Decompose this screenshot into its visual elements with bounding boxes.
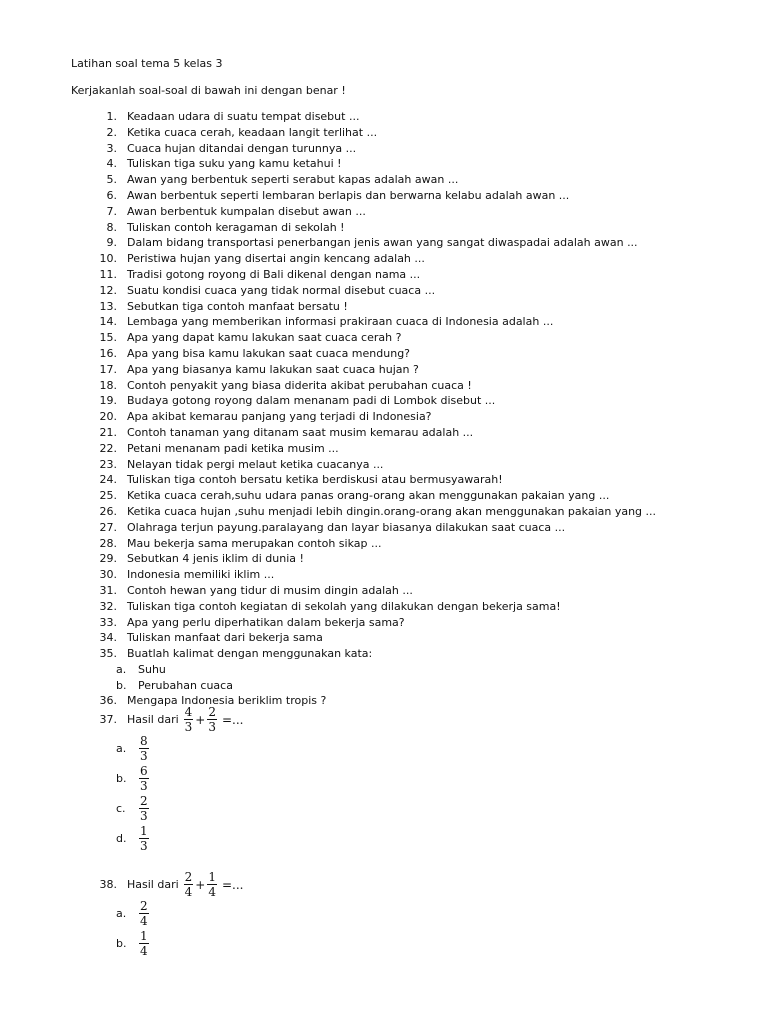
fraction-b — [207, 706, 217, 733]
question-number: 34. — [99, 631, 117, 645]
question-item — [88, 188, 656, 204]
question-item — [88, 156, 656, 172]
numerator: 2 — [140, 794, 148, 808]
answer-option — [116, 765, 150, 792]
question-text: Tuliskan tiga contoh bersatu ketika berdiskusi atau bermusyawarah! — [127, 473, 503, 487]
question-38 — [88, 871, 245, 898]
question-number: 20. — [99, 410, 117, 424]
numerator: 6 — [140, 764, 148, 778]
question-item — [88, 567, 656, 583]
answer-option — [116, 900, 150, 927]
option-letter: d. — [116, 832, 127, 845]
option-letter: a. — [116, 662, 127, 676]
question-number: 21. — [99, 425, 117, 439]
question-number: 28. — [99, 536, 117, 550]
option-text: Perubahan cuaca — [138, 678, 233, 692]
option-fraction — [139, 735, 149, 762]
denominator: 4 — [184, 885, 193, 899]
question-item — [88, 472, 656, 488]
question-item — [88, 314, 656, 330]
question-item — [88, 536, 656, 552]
question-number: 11. — [99, 267, 117, 281]
question-text: Petani menanam padi ketika musim ... — [127, 441, 339, 455]
question-item — [88, 409, 656, 425]
question-prefix: Hasil dari — [127, 713, 179, 726]
question-number: 25. — [99, 489, 117, 503]
question-item — [88, 346, 656, 362]
question-item — [88, 457, 656, 473]
answer-option — [116, 825, 150, 852]
question-number: 2. — [106, 125, 117, 139]
question-number: 5. — [106, 173, 117, 187]
question-item — [88, 393, 656, 409]
question-number: 6. — [106, 188, 117, 202]
question-text: Olahraga terjun payung.paralayang dan layar biasanya dilakukan saat cuaca ... — [127, 520, 566, 534]
fraction-a — [184, 706, 194, 733]
numerator: 8 — [140, 734, 148, 748]
answer-option — [116, 735, 150, 762]
denominator: 3 — [140, 809, 148, 823]
question-text: Apa yang biasanya kamu lakukan saat cuaca hujan ? — [127, 362, 419, 376]
question-item — [88, 488, 656, 504]
question-item — [88, 267, 656, 283]
page-title: Latihan soal tema 5 kelas 3 — [71, 57, 223, 70]
question-item — [88, 141, 656, 157]
question-text: Mengapa Indonesia beriklim tropis ? — [127, 694, 327, 708]
fraction-b — [207, 871, 217, 898]
question-item — [88, 504, 656, 520]
option-fraction — [139, 900, 149, 927]
question-number: 23. — [99, 457, 117, 471]
question-item — [88, 283, 656, 299]
fraction-a — [184, 871, 194, 898]
question-number: 35. — [99, 647, 117, 661]
question-text: Contoh tanaman yang ditanam saat musim kemarau adalah ... — [127, 425, 474, 439]
answer-option — [116, 930, 150, 957]
option-letter: b. — [116, 678, 127, 692]
question-number: 38. — [99, 878, 117, 891]
question-text: Nelayan tidak pergi melaut ketika cuacanya ... — [127, 457, 384, 471]
denominator: 3 — [208, 720, 216, 734]
question-number: 18. — [99, 378, 117, 392]
question-text: Apa yang perlu diperhatikan dalam bekerja sama? — [127, 615, 405, 629]
question-number: 32. — [99, 599, 117, 613]
instructions: Kerjakanlah soal-soal di bawah ini dengan benar ! — [71, 84, 346, 97]
question-number: 36. — [99, 694, 117, 708]
question-text: Awan berbentuk seperti lembaran berlapis dan berwarna kelabu adalah awan ... — [127, 188, 570, 202]
question-text: Ketika cuaca cerah,suhu udara panas orang-orang akan menggunakan pakaian yang ... — [127, 489, 610, 503]
question-number: 17. — [99, 362, 117, 376]
option-fraction — [139, 930, 149, 957]
question-37 — [88, 706, 245, 733]
question-item — [88, 520, 656, 536]
question-number: 29. — [99, 552, 117, 566]
question-number: 19. — [99, 394, 117, 408]
question-text: Sebutkan 4 jenis iklim di dunia ! — [127, 552, 304, 566]
numerator: 2 — [184, 870, 193, 884]
question-text: Contoh hewan yang tidur di musim dingin adalah ... — [127, 583, 413, 597]
option-letter: b. — [116, 772, 127, 785]
question-number: 10. — [99, 252, 117, 266]
question-number: 14. — [99, 315, 117, 329]
numerator: 2 — [140, 899, 148, 913]
question-text: Lembaga yang memberikan informasi prakiraan cuaca di Indonesia adalah ... — [127, 315, 554, 329]
equals-suffix: =... — [222, 877, 244, 892]
option-letter: c. — [116, 802, 126, 815]
question-item — [88, 441, 656, 457]
question-text: Apa yang dapat kamu lakukan saat cuaca cerah ? — [127, 331, 402, 345]
question-item — [88, 251, 656, 267]
operator: + — [195, 877, 206, 892]
equals-suffix: =... — [222, 712, 244, 727]
question-number: 16. — [99, 346, 117, 360]
denominator: 4 — [208, 885, 216, 899]
question-number: 3. — [106, 141, 117, 155]
question-number: 33. — [99, 615, 117, 629]
question-text: Mau bekerja sama merupakan contoh sikap ... — [127, 536, 382, 550]
question-number: 8. — [106, 220, 117, 234]
question-item — [88, 299, 656, 315]
question-number: 27. — [99, 520, 117, 534]
question-text: Indonesia memiliki iklim ... — [127, 568, 275, 582]
numerator: 1 — [208, 870, 216, 884]
question-item — [88, 646, 656, 662]
question-item — [88, 615, 656, 631]
question-number: 31. — [99, 583, 117, 597]
question-text: Tuliskan manfaat dari bekerja sama — [127, 631, 323, 645]
question-item — [88, 551, 656, 567]
question-item — [88, 172, 656, 188]
question-number: 37. — [99, 713, 117, 726]
option-fraction — [139, 765, 149, 792]
question-item — [88, 378, 656, 394]
question-text: Apa akibat kemarau panjang yang terjadi di Indonesia? — [127, 410, 432, 424]
denominator: 3 — [184, 720, 193, 734]
question-item — [88, 109, 656, 125]
sub-option — [88, 678, 656, 694]
question-number: 7. — [106, 204, 117, 218]
question-number: 30. — [99, 568, 117, 582]
question-number: 15. — [99, 331, 117, 345]
numerator: 4 — [184, 705, 193, 719]
numerator: 2 — [208, 705, 216, 719]
question-text: Contoh penyakit yang biasa diderita akibat perubahan cuaca ! — [127, 378, 472, 392]
question-text: Dalam bidang transportasi penerbangan jenis awan yang sangat diwaspadai adalah awan ... — [127, 236, 638, 250]
question-text: Buatlah kalimat dengan menggunakan kata: — [127, 647, 373, 661]
question-number: 24. — [99, 473, 117, 487]
option-letter: a. — [116, 907, 127, 920]
question-item — [88, 125, 656, 141]
question-item — [88, 204, 656, 220]
question-number: 12. — [99, 283, 117, 297]
question-text: Sebutkan tiga contoh manfaat bersatu ! — [127, 299, 348, 313]
numerator: 1 — [140, 929, 148, 943]
operator: + — [195, 712, 206, 727]
question-text: Tuliskan contoh keragaman di sekolah ! — [127, 220, 345, 234]
option-letter: a. — [116, 742, 127, 755]
question-number: 26. — [99, 504, 117, 518]
answer-option — [116, 795, 150, 822]
question-number: 22. — [99, 441, 117, 455]
question-number: 1. — [106, 110, 117, 123]
question-item — [88, 220, 656, 236]
question-text: Suatu kondisi cuaca yang tidak normal disebut cuaca ... — [127, 283, 436, 297]
question-item — [88, 362, 656, 378]
question-number: 13. — [99, 299, 117, 313]
question-text: Tuliskan tiga contoh kegiatan di sekolah yang dilakukan dengan bekerja sama! — [127, 599, 561, 613]
question-item — [88, 235, 656, 251]
question-text: Apa yang bisa kamu lakukan saat cuaca mendung? — [127, 346, 411, 360]
question-item — [88, 583, 656, 599]
question-prefix: Hasil dari — [127, 878, 179, 891]
question-item — [88, 599, 656, 615]
denominator: 3 — [140, 779, 148, 793]
question-text: Keadaan udara di suatu tempat disebut ... — [127, 110, 360, 123]
option-fraction — [139, 795, 149, 822]
option-letter: b. — [116, 937, 127, 950]
question-number: 9. — [106, 236, 117, 250]
sub-option — [88, 662, 656, 678]
option-text: Suhu — [138, 662, 166, 676]
question-item — [88, 630, 656, 646]
question-text: Awan berbentuk kumpalan disebut awan ... — [127, 204, 366, 218]
option-fraction — [139, 825, 149, 852]
question-text: Awan yang berbentuk seperti serabut kapas adalah awan ... — [127, 173, 459, 187]
denominator: 3 — [140, 839, 148, 853]
question-text: Tuliskan tiga suku yang kamu ketahui ! — [127, 157, 342, 171]
denominator: 4 — [140, 914, 148, 928]
denominator: 4 — [140, 944, 148, 958]
question-list — [88, 109, 656, 709]
numerator: 1 — [140, 824, 148, 838]
denominator: 3 — [140, 749, 148, 763]
question-text: Cuaca hujan ditandai dengan turunnya ... — [127, 141, 357, 155]
question-text: Tradisi gotong royong di Bali dikenal dengan nama ... — [127, 267, 421, 281]
question-item — [88, 330, 656, 346]
question-text: Peristiwa hujan yang disertai angin kencang adalah ... — [127, 252, 425, 266]
question-text: Budaya gotong royong dalam menanam padi di Lombok disebut ... — [127, 394, 496, 408]
question-item — [88, 425, 656, 441]
question-text: Ketika cuaca cerah, keadaan langit terlihat ... — [127, 125, 378, 139]
question-number: 4. — [106, 157, 117, 171]
question-text: Ketika cuaca hujan ,suhu menjadi lebih dingin.orang-orang akan menggunakan pakaian yang ... — [127, 504, 657, 518]
